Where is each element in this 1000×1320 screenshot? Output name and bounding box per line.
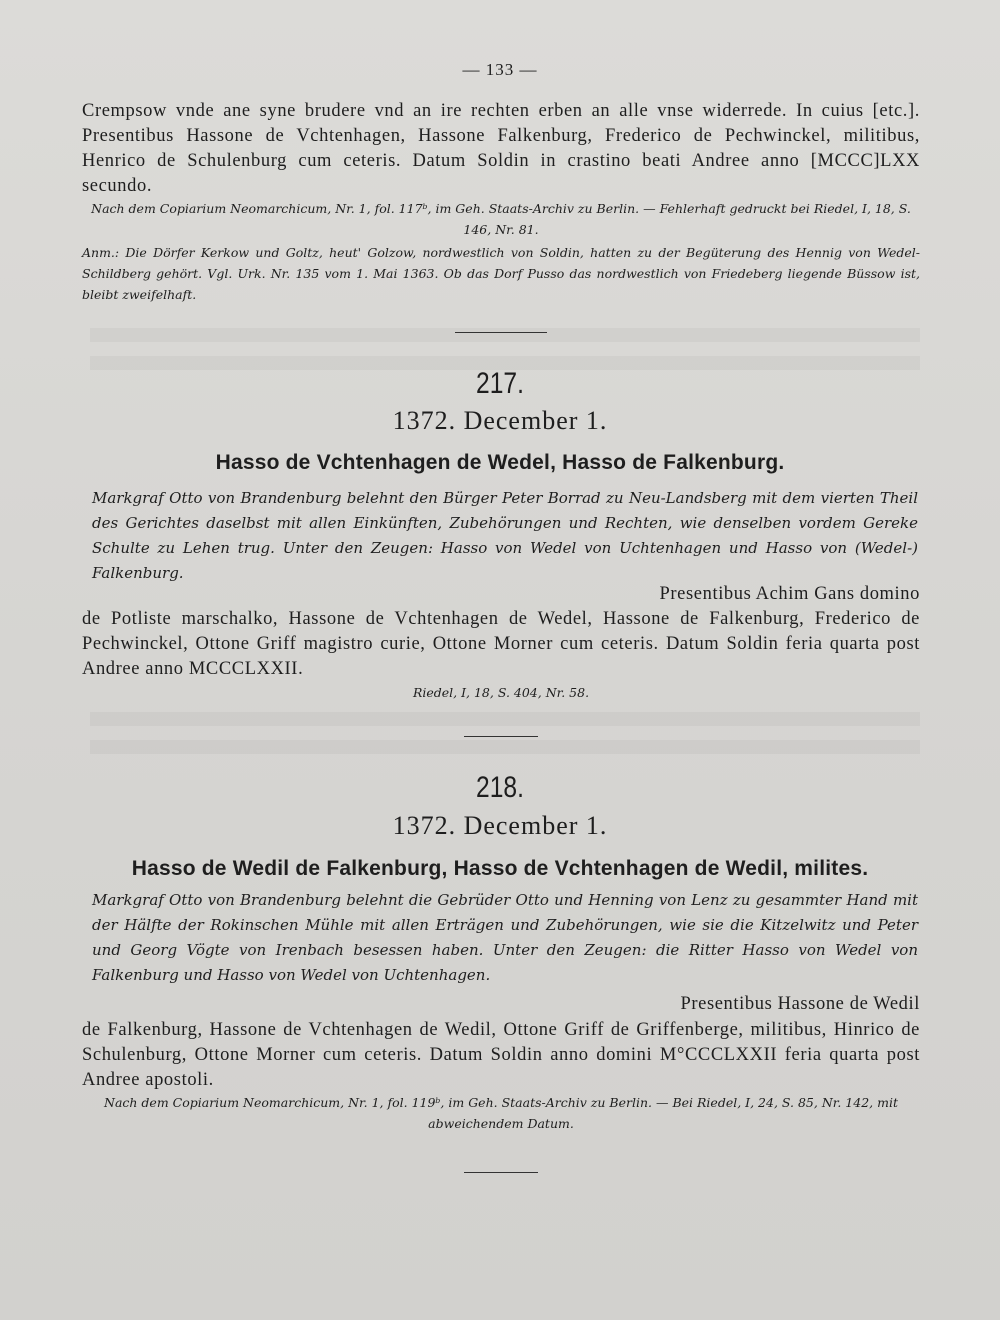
bleed-through [90, 740, 920, 754]
bleed-through [90, 328, 920, 342]
document-text-first-line-218: Presentibus Hassone de Wedil [680, 994, 920, 1014]
document-heading-217: Hasso de Vchtenhagen de Wedel, Hasso de Falkenburg. [215, 451, 785, 474]
document-date-218: 1372. December 1. [392, 811, 608, 840]
document-text-217: de Potliste marschalko, Hassone de Vchtenhagen de Wedel, Hassone de Falkenburg, Frederico de Pechwinckel, Ottone Griff magistro curie, Ottone Morner cum ceteris. Datum Soldin feria quarta post Andree anno MCCCLXXII. [82, 609, 920, 679]
section-divider [464, 736, 538, 737]
document-text-first-line-217: Presentibus Achim Gans domino [659, 584, 920, 604]
document-number-217: 217. [476, 367, 524, 400]
document-number-218: 218. [476, 771, 524, 804]
bleed-through [90, 712, 920, 726]
section-divider [464, 1172, 538, 1173]
document-date-217: 1372. December 1. [392, 406, 608, 435]
page-number: — 133 — [462, 60, 538, 79]
previous-document-text: Crempsow vnde ane syne brudere vnd an ire rechten erben an alle vnse widerrede. In cuius [etc.]. Presentibus Hassone de Vchtenhagen, Hassone Falkenburg, Frederico de Pechwinckel, militibus, Henrico de Schulenburg cum ceteris. Datum Soldin in crastino beati Andree anno [MCCC]LXX secundo. [82, 101, 920, 196]
document-summary-217: Markgraf Otto von Brandenburg belehnt den Bürger Peter Borrad zu Neu-Landsberg mit dem vierten Theil des Gerichtes daselbst mit allen Einkünften, Zubehörungen und Rechten, wie denselben vordem Gereke Schulte zu Lehen trug. Unter den Zeugen: Hasso von Wedel von Uchtenhagen und Hasso von (Wedel-) Falkenburg. [92, 489, 918, 582]
previous-document-source: Nach dem Copiarium Neomarchicum, Nr. 1, fol. 117ᵇ, im Geh. Staats-Archiv zu Berlin. — Fehlerhaft gedruckt bei Riedel, I, 18, S. 146, Nr. 81. [91, 201, 911, 237]
document-source-218: Nach dem Copiarium Neomarchicum, Nr. 1, fol. 119ᵇ, im Geh. Staats-Archiv zu Berlin. — Bei Riedel, I, 24, S. 85, Nr. 142, mit abweichendem Datum. [104, 1095, 898, 1131]
section-divider [455, 332, 547, 333]
document-summary-218: Markgraf Otto von Brandenburg belehnt die Gebrüder Otto und Henning von Lenz zu gesammter Hand mit der Hälfte der Rokinschen Mühle mit allen Erträgen und Zubehörungen, wie sie die Kitzelwitz und Peter und Georg Vögte von Irenbach besessen haben. Unter den Zeugen: die Ritter Hasso von Wedel von Falkenburg und Hasso von Wedel von Uchtenhagen. [92, 891, 918, 984]
document-source-217: Riedel, I, 18, S. 404, Nr. 58. [412, 685, 590, 700]
previous-document-annotation: Anm.: Die Dörfer Kerkow und Goltz, heut' Golzow, nordwestlich von Soldin, hatten zu der Begüterung des Hennig von Wedel-Schildberg gehört. Vgl. Urk. Nr. 135 vom 1. Mai 1363. Ob das Dorf Pusso das nordwestlich von Friedeberg liegende Büssow ist, bleibt zweifelhaft. [82, 245, 920, 302]
document-heading-218: Hasso de Wedil de Falkenburg, Hasso de Vchtenhagen de Wedil, milites. [131, 857, 869, 880]
document-text-218: de Falkenburg, Hassone de Vchtenhagen de Wedil, Ottone Griff de Griffenberge, militibus, Hinrico de Schulenburg, Ottone Morner cum ceteris. Datum Soldin anno domini M°CCCLXXII feria quarta post Andree apostoli. [82, 1020, 920, 1090]
